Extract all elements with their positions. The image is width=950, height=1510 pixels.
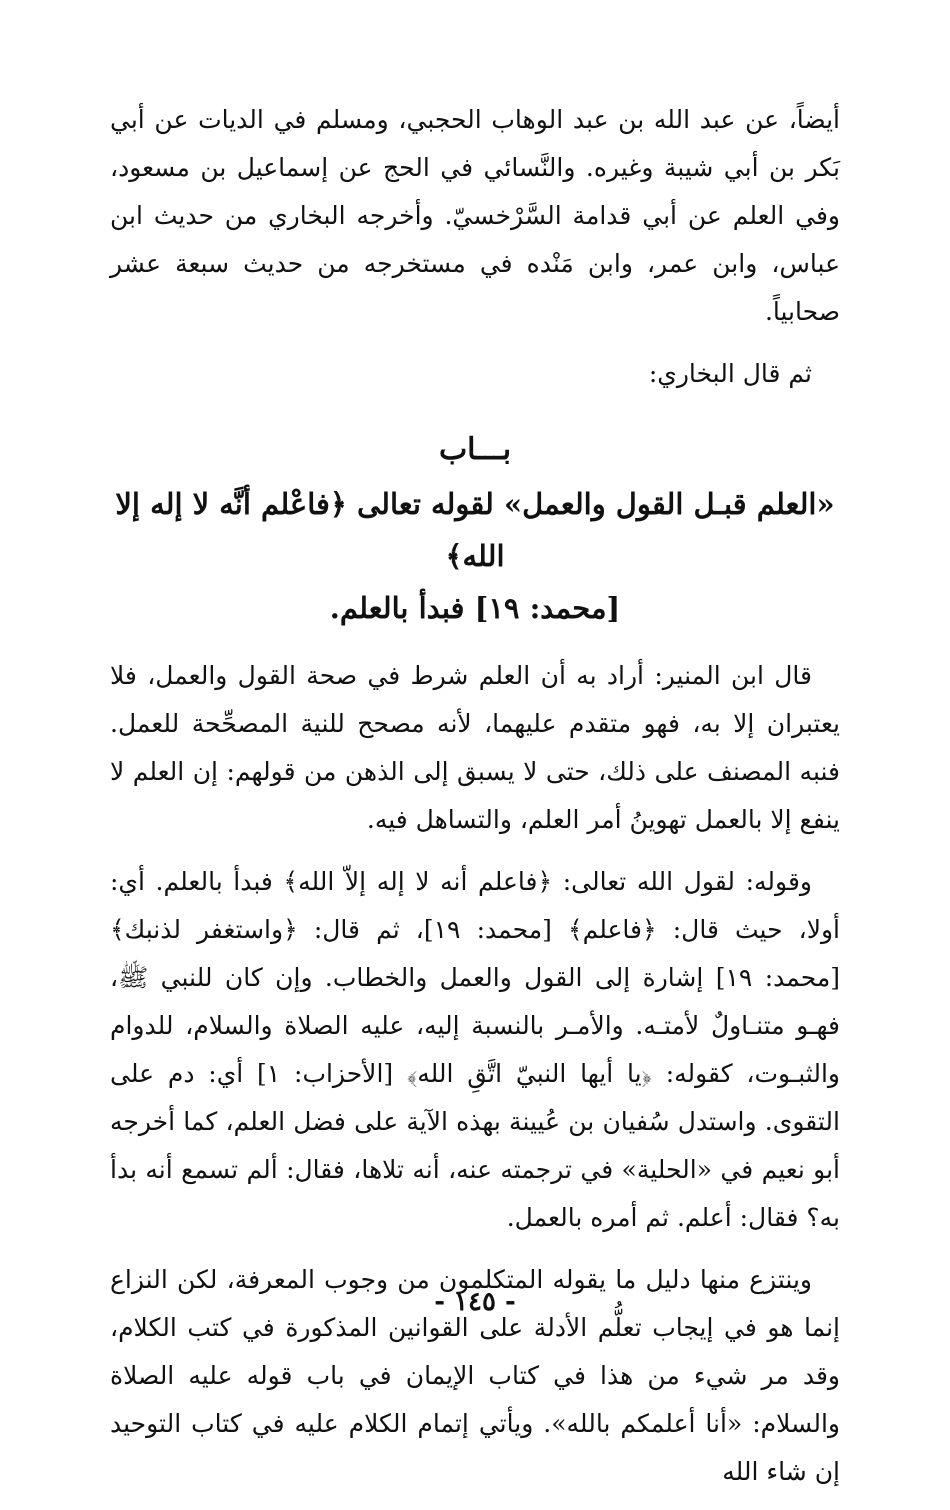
paragraph-ibn-munir: قال ابن المنير: أراد به أن العلم شرط في صحة القول والعمل، فلا يعتبران إلا به، فهو متقدم عليهما، لأنه مصحح للنية المصحِّحة للعمل. فنبه المصنف على ذلك، حتى لا يسبق إلى الذهن من قولهم: إن العلم لا ينفع إلا بالعمل تهوينُ أمر العلم، والتساهل فيه. (110, 661, 840, 834)
paragraph-theologians: وينتزع منها دليل ما يقوله المتكلمون من وجوب المعرفة، لكن النزاع إنما هو في إيجاب تعلُّم الأدلة على القوانين المذكورة في كتب الكلام، وقد مر شيء من هذا في كتاب الإيمان في باب قوله عليه الصلاة والسلام: «أنا أعلمكم بالله». ويأتي إتمام الكلام عليه في كتاب التوحيد إن شاء الله (110, 1265, 840, 1486)
chapter-heading-line-2: [محمد: ١٩] فبدأ بالعلم. (329, 591, 621, 625)
chapter-heading (110, 478, 840, 634)
chapter-heading-line-1: «العلم قبـل القول والعمل» لقوله تعالى ﴿فاعْلم أنَّه لا إله إلا الله﴾ (115, 487, 835, 573)
chapter-label: بـــاب (438, 432, 512, 467)
paragraph-bukhari-said: ثم قال البخاري: (648, 359, 812, 388)
paragraph-commentary: وقوله: لقول الله تعالى: ﴿فاعلم أنه لا إله إلاّ الله﴾ فبدأ بالعلم. أي: أولا، حيث قال: ﴿فاعلم﴾ [محمد: ١٩]، ثم قال: ﴿واستغفر لذنبك﴾ [محمد: ١٩] إشارة إلى القول والعمل والخطاب. وإن كان للنبي ﷺ، فهـو متنـاولٌ لأمتـه. والأمـر بالنسبة إليه، عليه الصلاة والسلام، للدوام والثبـوت، كقوله: ﴿يا أيها النبيّ اتَّقِ الله﴾ [الأحزاب: ١] أي: دم على التقوى. واستدل سُفيان بن عُيينة بهذه الآية على فضل العلم، كما أخرجه أبو نعيم في «الحلية» في ترجمته عنه، أنه تلاها، فقال: ألم تسمع أنه بدأ به؟ فقال: أعلم. ثم أمره بالعمل. (110, 867, 841, 1232)
paragraph-hadith-sources: أيضاً، عن عبد الله بن عبد الوهاب الحجبي، ومسلم في الديات عن أبي بَكر بن أبي شيبة وغيره. والنَّسائي في الحج عن إسماعيل بن مسعود، وفي العلم عن أبي قدامة السَّرْخسيّ. وأخرجه البخاري من حديث ابن عباس، وابن عمر، وابن مَنْده في مستخرجه من حديث سبعة عشر صحابياً. (110, 105, 840, 326)
page-number: - ١٤٥ - (434, 1287, 516, 1317)
